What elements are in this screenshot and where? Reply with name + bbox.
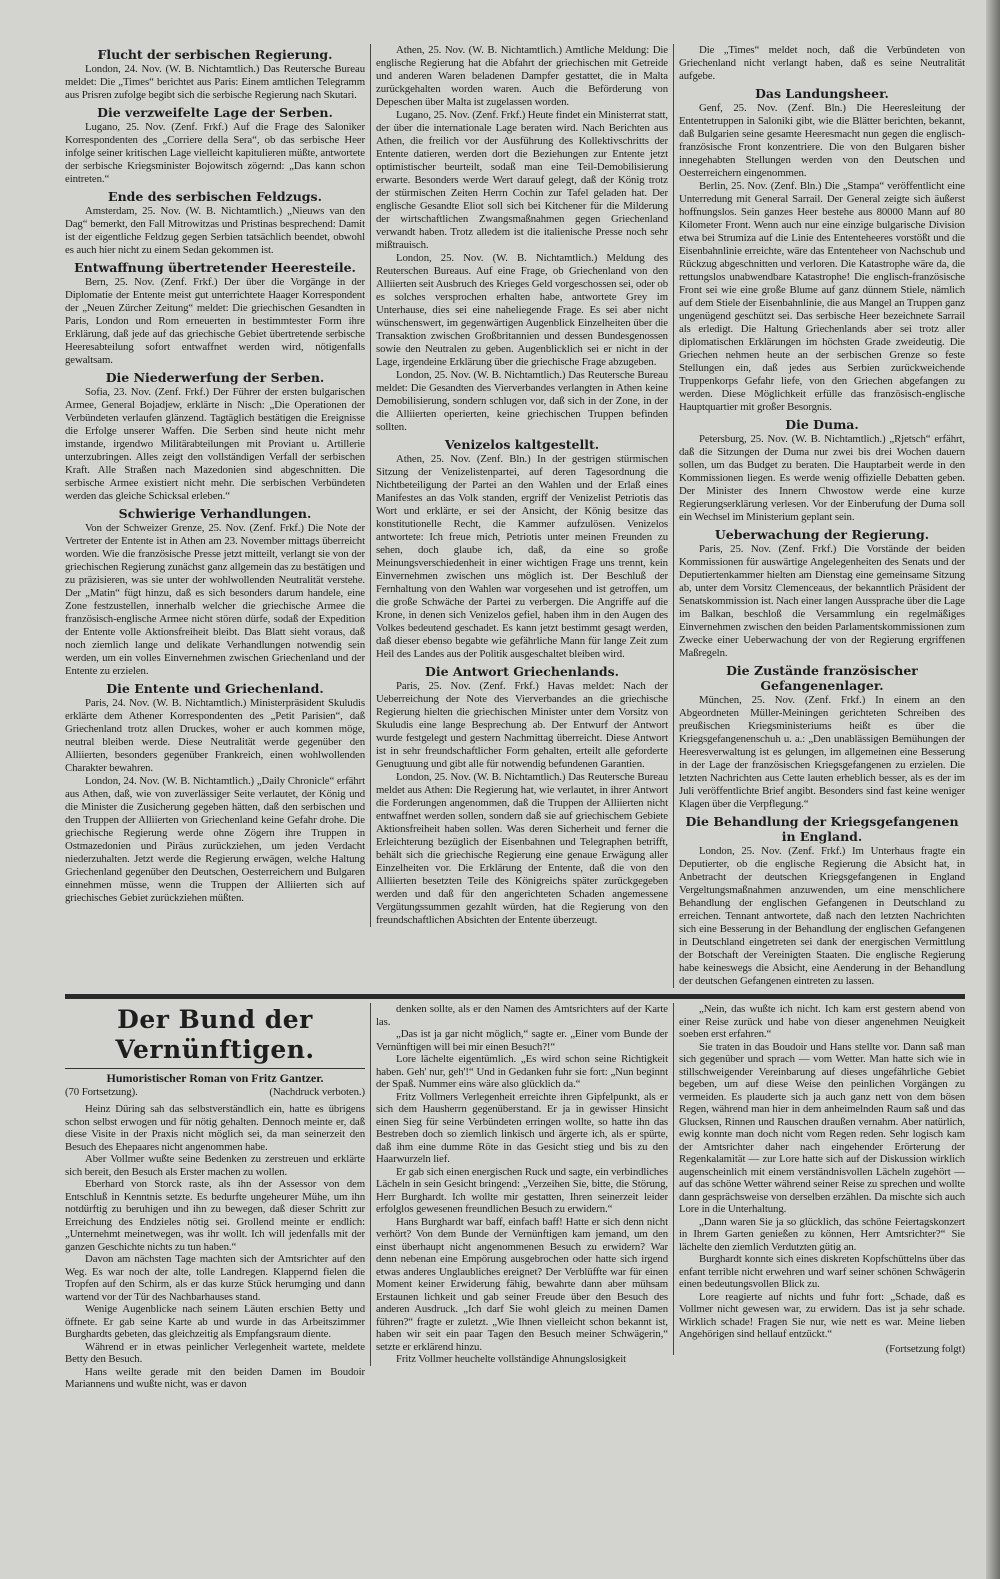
- article-paragraph: Petersburg, 25. Nov. (W. B. Nichtamtlich.) „Rjetsch“ erfährt, daß die Sitzungen der Duma nur zwei bis drei Wochen dauern sollen, um das Budget zu beraten. Die Hauptarbeit werde in den Kommissionen liegen. Es werde wenig offizielle Debatten geben. Der Minister des Innern Chwostow werde eine kurze Regierungserklärung verlesen. Vor der Einberufung der Duma soll ein Wechsel im Ministerium geplant sein.: [679, 433, 965, 523]
- article-heading: Das Landungsheer.: [755, 86, 889, 101]
- novel-paragraph: Fritz Vollmer heuchelte vollständige Ahnungslosigkeit: [396, 1353, 627, 1365]
- novel-paragraph: Davon am nächsten Tage machten sich der Amtsrichter auf den Weg. Es war noch der alte, tolle Landregen. Klappernd fielen die Tropfen auf den Schirm, als er das kurze Stück herumging und dann wartend vor der Tür des Nachbarhauses stand.: [65, 1253, 365, 1303]
- article-paragraph: Paris, 25. Nov. (Zenf. Frkf.) Havas meldet: Nach der Ueberreichung der Note des Vierverbandes an die griechische Regierung hielten die griechischen Minister unter dem Vorsitz von Skuludis eine lange Besprechung ab. Der Entwurf der Antwort wurde festgelegt und gestern Nachmittag überreicht. Diese Antwort ist in sehr freundschaftlicher Form gehalten, erteilt alle geforderte Genugtuung und gibt alle für notwendig befundenen Garantien.: [376, 680, 668, 770]
- article-paragraph: Athen, 25. Nov. (W. B. Nichtamtlich.) Amtliche Meldung: Die englische Regierung hat die Abfahrt der griechischen mit Getreide und anderen Waren beladenen Dampfer gestattet, die in Malta zurückgehalten worden waren. Auch die Beförderung von Depeschen über Malta ist zugelassen worden.: [376, 44, 668, 108]
- novel-section: [65, 1003, 965, 1391]
- article: [679, 417, 965, 524]
- novel-paragraph: Während er in etwas peinlicher Verlegenheit wartete, meldete Betty den Besuch.: [65, 1340, 365, 1365]
- novel-paragraph: Aber Vollmer wußte seine Bedenken zu zerstreuen und erklärte sich bereit, den Besuch als Erster machen zu wollen.: [65, 1153, 365, 1178]
- article-paragraph: London, 25. Nov. (W. B. Nichtamtlich.) Das Reutersche Bureau meldet: Die Gesandten des Vierverbandes verlangten in Athen keine Demobilisierung, sondern schlugen vor, daß sich in der Zone, in der die Alliierten operierten, keine griechischen Truppen befinden sollten.: [376, 369, 668, 433]
- article-heading: Die Behandlung der Kriegsgefangenen in England.: [685, 814, 959, 844]
- article-paragraph: London, 25. Nov. (Zenf. Frkf.) Im Unterhaus fragte ein Deputierter, ob die englische Regierung die Absicht hat, in Anbetracht der deutschen Kriegsgefangenen in England Vergeltungsmaßnahmen anzuwenden, um eine menschlichere Behandlung der englischen Gefangenen in Deutschland zu erreichen. Tennant antwortete, daß nach den letzten Nachrichten sich eine Besserung in der Behandlung der englischen Gefangenen in Deutschland eingetreten sei dank der energischen Vermittlung der Botschaft der Vereinigten Staaten. Die englische Regierung habe keineswegs die Absicht, eine Aenderung in der Behandlung der deutschen Gefangenen eintreten zu lassen.: [679, 845, 965, 987]
- article: [679, 663, 965, 811]
- article-heading: Die verzweifelte Lage der Serben.: [97, 105, 333, 120]
- article-paragraph: Lugano, 25. Nov. (Zenf. Frkf.) Auf die Frage des Saloniker Korrespondenten des „Corriere della Sera“, ob das serbische Heer infolge seiner kritischen Lage vielleicht kapitulieren müßte, antwortete der serbische Kriegsminister Bojowitsch zögernd: „Das kann schon eintreten.“: [65, 121, 365, 185]
- novel-paragraph: Eberhard von Storck raste, als ihn der Assessor von dem Entschluß in Kenntnis setzte. Es bedurfte ungeheurer Mühe, um ihn notdürftig zu beruhigen und ihn zu bewegen, daß dieser Schritt zur Erreichung des Endzieles nötig sei. Grollend meinte er endlich: „Unternehmt meinetwegen, was ihr wollt. Ich will jedenfalls mit der ganzen Geschichte nichts zu tun haben.“: [65, 1178, 365, 1253]
- novel-paragraph: Hans Burghardt war baff, einfach baff! Hatte er sich denn nicht verhört? Von dem Bunde der Vernünftigen kam jemand, um den einst überhaupt nicht angenommenen Besuch zu erwidern? War denn nebenan eine Empörung ausgebrochen oder hatte sich irgend etwas anderes Unglaubliches ereignet? Der Verblüffte war für einen Moment keiner Erwiderung fähig, bewahrte dann aber mühsam Erstaunen lichkeit und gab seiner Freude über den Besuch des anderen Ausdruck. „Ich darf Sie wohl gleich zu meinen Damen führen?“ fragte er zuletzt. „Wie Ihnen vielleicht schon bekannt ist, haben wir seit ein paar Tagen den Besuch meiner Schwägerin,“ setzte er erklärend hinzu.: [376, 1215, 668, 1353]
- column-2: [370, 44, 673, 927]
- novel-title: Der Bund der Vernünftigen.: [65, 1005, 365, 1069]
- article-paragraph: Lugano, 25. Nov. (Zenf. Frkf.) Heute findet ein Ministerrat statt, der über die internationale Lage beraten wird. Nach Berichten aus Athen, die freilich vor der Ausführung des Kollektivschritts der Entente datieren, werden dort die Beziehungen zur Entente jetzt optimistischer beurteilt, sodaß man eine Teil-Demobilisierung erwarte. Besonders werde Wert darauf gelegt, daß der König trotz der stürmischen Zeiten Herrn Cochin zur Tafel geladen hat. Der englische Gesandte Eliot soll sich bei Kitchener für die Milderung der wirtschaftlichen Zwangsmaßnahmen gegen Griechenland verwandt haben. Trotz alledem ist die italienische Presse noch sehr mißtrauisch.: [376, 109, 668, 251]
- article-heading: Die Niederwerfung der Serben.: [105, 370, 325, 385]
- article-heading: Ende des serbischen Feldzugs.: [108, 189, 322, 204]
- section-rule: [65, 994, 965, 999]
- column-3: [673, 44, 965, 988]
- article-paragraph: London, 25. Nov. (W. B. Nichtamtlich.) Das Reutersche Bureau meldet aus Athen: Die Regierung hat, wie verlautet, in ihrer Antwort die Forderungen angenommen, daß die Truppen der Alliierten nicht entwaffnet werden sollen, sondern daß sie auf griechischem Gebiete Aktionsfreiheit haben sollen. Was deren Sicherheit und ferner die Erleichterung bezüglich der Eisenbahnen und Telegraphen betrifft, behält sich die griechische Regierung eine genaue Erwägung aller Einzelheiten vor. Die Erklärung der Entente, daß die von den Alliierten besetzten Teile des Königreichs später zurückgegeben werden und daß für den angerichteten Schaden angemessene Vergütungssummen gezahlt würden, hat die Regierung von den freundschaftlichen Absichten der Entente überzeugt.: [376, 771, 668, 926]
- column-1: [65, 44, 370, 905]
- article-heading: Die Entente und Griechenland.: [106, 681, 324, 696]
- article-paragraph: Paris, 24. Nov. (W. B. Nichtamtlich.) Ministerpräsident Skuludis erklärte dem Athener Korrespondenten des „Petit Parisien“, daß Griechenland trotz allen Druckes, woher er auch kommen möge, neutral bleiben werde. Diese Neutralität werde gegenüber den Alliierten, besonders gegenüber Frankreich, einen wohlwollenden Charakter bewahren.: [65, 697, 365, 774]
- article-paragraph: London, 24. Nov. (W. B. Nichtamtlich.) Das Reutersche Bureau meldet: Die „Times“ berichtet aus Paris: Einem amtlichen Telegramm aus Prisren zufolge begibt sich die serbische Regierung nach Skutari.: [65, 63, 365, 101]
- article: [65, 681, 365, 905]
- novel-column-3: [673, 1003, 965, 1355]
- novel-installment: (70 Fortsetzung).: [65, 1085, 138, 1098]
- article: [65, 506, 365, 678]
- article-heading: Die Zustände französischer Gefangenenlager.: [726, 663, 918, 693]
- article-paragraph: Bern, 25. Nov. (Zenf. Frkf.) Der über die Vorgänge in der Diplomatie der Entente meist gut unterrichtete Haager Korrespondent der „Neuen Zürcher Zeitung“ meldet: Die griechischen Gesandten in Paris, London und Rom erneuerten in bestimmtester Form ihre Erklärung, daß jede auf das griechische Gebiet übertretende serbische Heeresabteilung sofort entwaffnet werden wird, nötigenfalls gewaltsam.: [65, 276, 365, 366]
- novel-paragraph: Lore lächelte eigentümlich. „Es wird schon seine Richtigkeit haben. Geh' nur, geh'!“ Und in Gedanken fuhr sie fort: „Nun beginnt der Spaß. Nummer eins wäre also glücklich da.“: [376, 1053, 668, 1090]
- article: [679, 44, 965, 83]
- article: [376, 44, 668, 434]
- continued-note: (Fortsetzung folgt): [885, 1342, 965, 1355]
- page-edge: [986, 0, 1000, 1579]
- article-heading: Die Antwort Griechenlands.: [424, 664, 620, 679]
- novel-subtitle: Humoristischer Roman von Fritz Gantzer.: [106, 1071, 324, 1085]
- novel-paragraph: Fritz Vollmers Verlegenheit erreichte ihren Gipfelpunkt, als er sich dem Hausherrn gegenüberstand. Er ja in gewisser Hinsicht einen Sieg für seine Verbündeten erringen wollte, so hatte ihn das Bestreben doch so ziemlich linkisch und ärgerte ich, als er spürte, daß ihm eine dumme Röte in das Gesicht stieg und bis zu den Haarwurzeln lief.: [376, 1090, 668, 1165]
- article-paragraph: Von der Schweizer Grenze, 25. Nov. (Zenf. Frkf.) Die Note der Vertreter der Entente ist in Athen am 23. November mittags überreicht worden. Wie die französische Presse jetzt mitteilt, verlangt sie von der griechischen Regierung zunächst ganz allgemein das zu bestätigen und zu präzisieren, was sie unter der wohlwollenden Neutralität verstehe. Der „Matin“ fügt hinzu, daß es sich besonders darum handele, eine Zone festzustellen, innerhalb welcher die griechische Armee die französisch-englische Armee nicht stören dürfe, sodaß der Expedition der Entente volle Aktionsfreiheit bleibt. Das Blatt sieht voraus, daß noch ziemlich lange und delikate Verhandlungen notwendig sein werden, um ein volles Einvernehmen zwischen Griechenland und der Entente zu erzielen.: [65, 522, 365, 677]
- article-paragraph: München, 25. Nov. (Zenf. Frkf.) In einem an den Abgeordneten Müller-Meiningen gerichteten Schreiben des preußischen Kriegsministeriums heißt es über die Kriegsgefangenenschuh u. a.: „Den unablässigen Bemühungen der Heeresverwaltung ist es gelungen, im allgemeinen eine Besserung in der Lage der französischen Kriegsgefangenen zu erzielen. Die letzten Nachrichten aus Cette lauten erheblich besser, als es der im Juli veröffentlichte Brief angibt. Besonders sind fast keine weniger Klagen über die Verpflegung.“: [679, 694, 965, 810]
- article-paragraph: London, 24. Nov. (W. B. Nichtamtlich.) „Daily Chronicle“ erfährt aus Athen, daß, wie von zuverlässiger Seite verlautet, der König und die Minister die Zusicherung gegeben hätten, daß den serbischen und den Truppen der Alliierten von Griechenland keine Gefahr drohe. Die griechische Regierung werde ohne Zögern ihre Truppen in Ostmazedonien und Piräus zurückziehen, um jeden Verdacht niederzuhalten. Jetzt werde die Regierung erwägen, welche Haltung Griechenland gegenüber den Deutschen, Oesterreichern und Bulgaren einnehmen müsse, wenn die Truppen der Alliierten sich auf griechisches Gebiet zurückziehen müßten.: [65, 775, 365, 904]
- novel-paragraph: Hans weilte gerade mit den beiden Damen im Boudoir Mariannens und wußte nicht, was er davon: [65, 1365, 365, 1390]
- article: [679, 527, 965, 660]
- article-paragraph: Amsterdam, 25. Nov. (W. B. Nichtamtlich.) „Nieuws van den Dag“ bemerkt, den Fall Mitrowitzas und Pristinas besprechend: Damit ist der eigentliche Feldzug gegen Serbien tatsächlich beendet, obwohl es auch hier nicht zu einem Sedan gekommen ist.: [65, 205, 365, 256]
- article: [679, 86, 965, 414]
- novel-paragraph: „Nein, das wußte ich nicht. Ich kam erst gestern abend von einer Reise zurück und habe von dieser angenehmen Neuigkeit soeben erst erfahren.“: [679, 1003, 965, 1040]
- article: [65, 47, 365, 102]
- article: [679, 814, 965, 988]
- article-heading: Die Duma.: [785, 417, 859, 432]
- article-heading: Schwierige Verhandlungen.: [118, 506, 312, 521]
- article-heading: Venizelos kaltgestellt.: [444, 437, 600, 452]
- article: [65, 105, 365, 186]
- article-paragraph: Athen, 25. Nov. (Zenf. Bln.) In der gestrigen stürmischen Sitzung der Venizelistenpartei, auf deren Tagesordnung die Nichtbeteiligung der Partei an den Wahlen und der Erlaß eines Manifestes an das Volk standen, ergriff der Venizelist Petriotis das Wort und erklärte, er sei der Ansicht, der König besitze das konstitutionelle Recht, die Kammer aufzulösen. Venizelos antwortete: Ich freue mich, Petriotis unter meinen Freunden zu sehen, doch glaube ich, daß, da eine so große Meinungsverschiedenheit in einer wichtigen Frage uns trennt, kein Einvernehmen zwischen uns möglich ist. Der Beschluß der Fernhaltung von den Wahlen war vorgesehen und ist getroffen, um die große Schwäche der Partei zu verbergen. Die Angriffe auf die Krone, in denen sich Venizelos gefiel, haben ihm in den Augen des Volkes bedeutend geschadet. Es kann jetzt bestimmt gesagt werden, daß dieser ebenso begabte wie gefährliche Mann für lange Zeit zum Heil des Landes aus der Politik ausgeschaltet bleiben wird.: [376, 453, 668, 660]
- novel-paragraph: Burghardt konnte sich eines diskreten Kopfschüttelns über das enfant terrible nicht erwehren und warf seiner schönen Schwägerin einen bedeutungsvollen Blick zu.: [679, 1253, 965, 1290]
- article: [376, 664, 668, 927]
- novel-paragraph: Wenige Augenblicke nach seinem Läuten erschien Betty und öffnete. Er gab seine Karte ab und wurde in das Arbeitszimmer Burghardts gebeten, das gleichzeitig als Empfangsraum diente.: [65, 1303, 365, 1340]
- novel-paragraph: Heinz Düring sah das selbstverständlich ein, hatte es übrigens schon selbst erwogen und für nötig gehalten. Dennoch meinte er, daß diese Visite in der Praxis nicht möglich sei, da man seinerzeit den Besuch des Ehepaares nicht angenommen habe.: [65, 1103, 365, 1153]
- novel-paragraph: „Dann waren Sie ja so glücklich, das schöne Feiertagskonzert in Ihrem Garten genießen zu können, Herr Amtsrichter?“ Sie lächelte den ziemlich Verdutzten gütig an.: [679, 1215, 965, 1253]
- article: [65, 260, 365, 367]
- article-heading: Entwaffnung übertretender Heeresteile.: [74, 260, 356, 275]
- article-paragraph: London, 25. Nov. (W. B. Nichtamtlich.) Meldung des Reuterschen Bureaus. Auf eine Frage, ob Griechenland von den Alliierten seit Ausbruch des Krieges Geld vorgeschossen sei, oder ob es solches versprochen erhalten habe, antwortete Grey im Unterhause, dies sei eine naheliegende Frage. Es sei aber nicht wünschenswert, im gegenwärtigen Augenblick Einzelheiten über die Transaktion zwischen Großbritannien und dessen Bundesgenossen sowie den Neutralen zu geben. Augenblicklich sei er nicht in der Lage, irgendeine Erklärung über die griechische Frage abzugeben.: [376, 252, 668, 368]
- novel-paragraph: denken sollte, als er den Namen des Amtsrichters auf der Karte las.: [376, 1003, 668, 1028]
- article-heading: Flucht der serbischen Regierung.: [97, 47, 333, 62]
- article-paragraph: Die „Times“ meldet noch, daß die Verbündeten von Griechenland nicht verlangt haben, daß es seine Neutralität aufgebe.: [679, 44, 965, 82]
- article-heading: Ueberwachung der Regierung.: [714, 527, 930, 542]
- novel-paragraph: Sie traten in das Boudoir und Hans stellte vor. Dann saß man sich gegenüber und sprach — vom Wetter. Man hatte sich wie in stillschweigender Vereinbarung auf dieses ungefährliche Gebiet begeben, um auf diese Weise den peinlichen Vorgängen zu vermeiden. Es plauderte sich ja auch ganz nett von dem bösen Regen, während man hier in dem anheimelnden Raum saß und das Glucksen, Rinnen und Rauschen draußen vernahm. Aber natürlich, ewig konnte man doch nicht vom Regen reden. Sehr logisch kam der Amtsrichter daher nach eingehender Erörterung der Regenkalamität — zur Lore hatte sich auf der Diskussion wirklich augenscheinlich mit einem verständnisvollen Lächeln zugehört — auf das schöne Wetter während seiner Reise zu sprechen und wollte dann gesprächsweise von derselben erzählen. Da mischte sich auch Lore in die Unterhaltung.: [679, 1040, 965, 1215]
- article-paragraph: Genf, 25. Nov. (Zenf. Bln.) Die Heeresleitung der Ententetruppen in Saloniki gibt, wie die Blätter berichten, bekannt, daß Bulgarien seine gesamte Heeresmacht nun gegen die englisch-französische Front konzentriere. Die von den Bulgaren bisher innegehabten Stellungen werden von den Deutschen und Oesterreichern eingenommen.: [679, 102, 965, 179]
- article: [376, 437, 668, 661]
- novel-paragraph: „Das ist ja gar nicht möglich,“ sagte er. „Einer vom Bunde der Vernünftigen will bei mir einen Besuch?!“: [376, 1028, 668, 1053]
- article: [65, 189, 365, 257]
- novel-paragraph: Lore reagierte auf nichts und fuhr fort: „Schade, daß es Vollmer nicht gewesen war, zu erwidern. Das ist ja sehr schade. Wirklich schade! Fragen Sie nur, wie nett es war. Meine lieben Angehörigen sind hellauf entzückt.“: [679, 1290, 965, 1340]
- article-paragraph: Sofia, 23. Nov. (Zenf. Frkf.) Der Führer der ersten bulgarischen Armee, General Bojadjew, erklärte in Nisch: „Die Operationen der Verbündeten verlaufen glänzend. Tagtäglich bestätigen die Ereignisse die Erfolge unserer Waffen. Die Serben sind heute nicht mehr imstande, irgendwo Militärabteilungen mit Proviant u. Artillerie unterzubringen. Alles zeigt den vollständigen Verfall der serbischen Kraft. Alle Straßen nach Mazedonien sind abgeschnitten. Die serbische Armee existiert nicht mehr. Die serbischen Verbündeten werden das gleiche Schicksal erleben.“: [65, 386, 365, 502]
- article-paragraph: Berlin, 25. Nov. (Zenf. Bln.) Die „Stampa“ veröffentlicht eine Unterredung mit General Sarrail. Der General zeigte sich äußerst hoffnungslos. Sein ganzes Heer bestehe aus 80000 Mann auf 80 Kilometer Front. Wenn auch nur eine einzige bulgarische Division etwa bei Strumiza auf die Linie des Ententeheeres vorstößt und die Eisenbahnlinie erreichte, wäre das Ententeheer von Nachschub und Rückzug abgeschnitten und verloren. Die Katastrophe wäre da, die rettungslos unabwendbare Katastrophe! Die englisch-französische Front sei wie eine große Blume auf ganz dünnem Stiele, nämlich auf dem Stiele der Eisenbahnlinie, die aus Mangel an Truppen ganz ungenügend geschützt sei. Das serbische Heer bezeichnete Sarrail als erledigt. Die Haltung Griechenlands aber sei trotz aller diplomatischen Erklärungen im höchsten Grade zweideutig. Die Griechen nehmen heute an der serbischen Grenze so feste Stellungen ein, daß jedes aus Serbien zurückweichende Truppenkorps Gefahr liefe, von den Griechen abgefangen zu werden. Diese Möglichkeit erfülle das französisch-englische Hauptquartier mit großer Besorgnis.: [679, 180, 965, 413]
- reprint-notice: (Nachdruck verboten.): [269, 1085, 365, 1098]
- article-paragraph: Paris, 25. Nov. (Zenf. Frkf.) Die Vorstände der beiden Kommissionen für auswärtige Angelegenheiten des Senats und der Deputiertenkammer hielten am Dienstag eine gemeinsame Sitzung ab, unter dem Vorsitz Clemenceaus, der bekanntlich Präsident der Senatskommission ist. Nach einer langen Aussprache über die Lage im Balkan, beschloß die Versammlung ein regelmäßiges Einvernehmen zwischen den beiden Parlamentskommissionen zum Zwecke einer Ueberwachung der von der Regierung ergriffenen Maßregeln.: [679, 543, 965, 659]
- novel-column-1: [65, 1003, 370, 1391]
- news-section: [65, 0, 965, 988]
- article: [65, 370, 365, 503]
- novel-column-2: [370, 1003, 673, 1366]
- novel-paragraph: Er gab sich einen energischen Ruck und sagte, ein verbindliches Lächeln in sein Gesicht bringend: „Verzeihen Sie, bitte, die Störung, Herr Burghardt. Ich wollte mir gestatten, Ihren seinerzeit leider erfolglos gewesenen freundlichen Besuch zu erwidern.“: [376, 1165, 668, 1215]
